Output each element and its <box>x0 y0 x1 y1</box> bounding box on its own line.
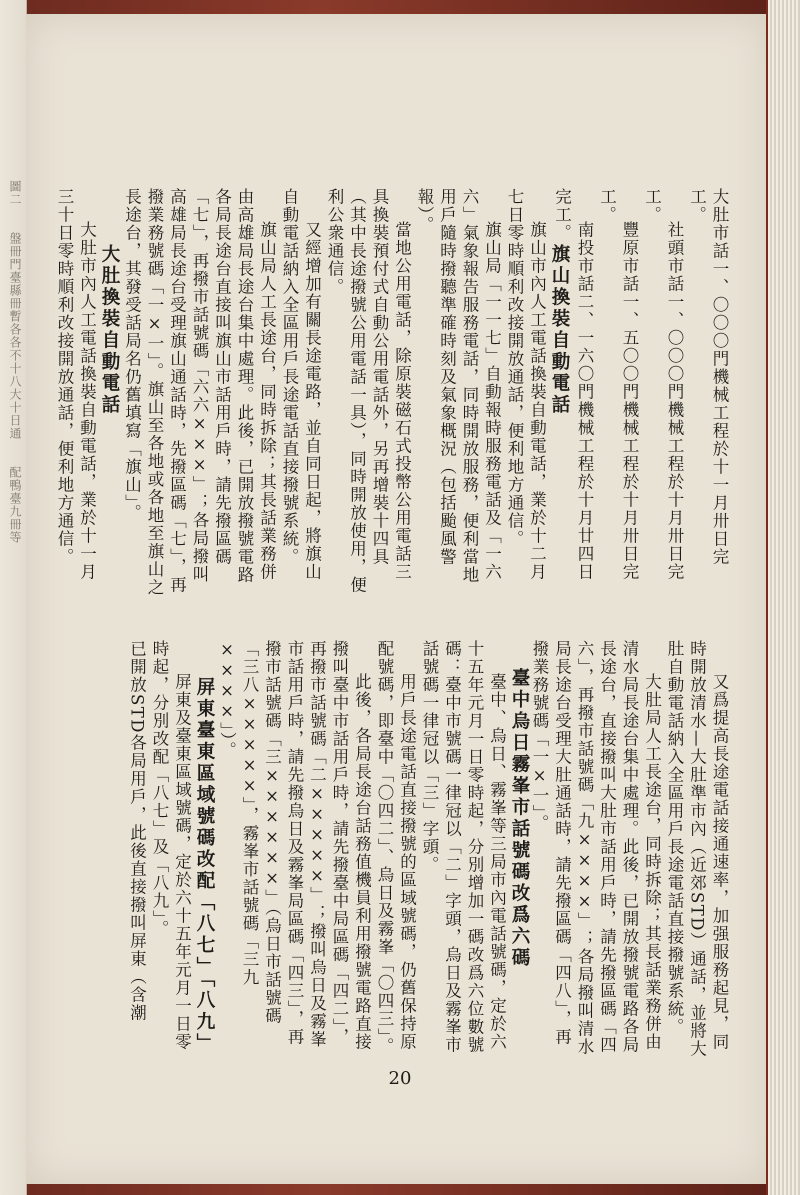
qishan-paragraph-1: 旗山市內人工電話換裝自動電話，業於十二月七日零時順利改接開放通話，便利地方通信。 <box>505 188 547 581</box>
taichung-paragraph-3: 此後，各局長途台話務值機員利用撥號電路直接撥叫臺中市話用戶時，請先撥臺中局區碼「四二」，再撥市話號碼「二×××××」；撥叫烏日及霧峯市話用戶時，請先撥烏日及霧峯局區碼「四三」，再撥市話號碼「三××××××」（烏日市話號碼「三八×××××」，霧峯市話號碼「三九××××」）。 <box>217 640 372 1051</box>
taitung-label: 臺東 <box>194 720 215 763</box>
qishan-paragraph-4: 又經增加有關長途電路，並自同日起，將旗山自動電話納入全區用戶長途電話直接撥號系統。 <box>280 188 322 581</box>
taichung-heading: 臺中烏日霧峯市話號碼改爲六碼 <box>509 667 530 969</box>
qishan-paragraph-3: 當地公用電話，除原裝磁石式投幣公用電話三具換裝預付式自動公用電話外，另再增裝十四具（其中長途撥號公用電話一具），同時開放使用，便利公衆通信。 <box>325 188 412 594</box>
area-code-label: 區域號碼改配 <box>194 763 215 892</box>
notice-dadu: 大肚市話一、〇〇〇門機械工程於十一月卅日完工。 <box>687 188 729 566</box>
qishan-paragraph-5: 旗山局人工長途台，同時拆除；其長話業務併由高雄局長途台集中處理。此後，已開放撥號電路各局長途台直接叫旗山市話用戶時，請先撥區碼「七」，再撥市話號碼「六六×××」；各局撥叫高雄局長途台受理旗山通話時，先撥區碼「七」，再撥業務號碼「一×一」。旗山至各地或各地至旗山之長途台，其發受話局名仍舊填寫「旗山」。 <box>122 188 277 597</box>
pingtung-paragraph-2: 已開放STD各局用戶，此後直接撥叫屏東（含潮 <box>127 640 147 1023</box>
dadu-paragraph: 大肚市內人工電話換裝自動電話，業於十一月三十日零時順利改接開放通話，便利地方通信。 <box>55 188 97 581</box>
dadu-continued-1: 又爲提高長途電話接通速率，加强服務起見，同時開放清水—大肚準市內（近郊STD）通話，並將大肚自動電話納入全區用戶長途電話直接撥號系統。 <box>665 640 729 1059</box>
pingtung-paragraph-1: 屏東及臺東區域號碼，定於六十五年元月一日零時起，分別改配「八七」及「八九」。 <box>150 640 192 1051</box>
notice-nantou: 南投市話二、一六〇門機械工程於十月廿四日完工。 <box>552 188 594 581</box>
taichung-article <box>100 640 530 1060</box>
page-stack-edge <box>766 0 800 1195</box>
qishan-paragraph-2: 旗山局「一一七」自動報時服務電話及「一六六」氣象報告服務電話，同時開放服務，便利當地用戶隨時撥聽準確時刻及氣象概況（包括颱風警報）。 <box>415 188 502 584</box>
dadu-continued-2: 大肚局人工長途台，同時拆除；其長話業務併由清水局長途台集中處理。此後，已開放撥號電路各局長途台，直接撥叫大肚市話用戶時，請先撥區碼「四六」，再撥市話號碼「九××××」；各局撥叫清水局長途台受理大肚通話時，請先撥區碼「四八」，再撥業務號碼「一×一」。 <box>530 640 662 1056</box>
notice-shetou: 社頭市話一、〇〇〇門機械工程於十月卅日完工。 <box>642 188 684 581</box>
taichung-paragraph-1: 臺中、烏日、霧峯等三局市內電話號碼，定於六十五年元月一日零時起，分別增加一碼改爲六位數號碼：臺中市號碼一律冠以「二」字頭，烏日及霧峯市話號碼一律冠以「三」字頭。 <box>420 640 507 1054</box>
qishan-heading: 旗山換裝自動電話 <box>549 243 570 416</box>
facing-page-text: 圖二 盤冊門臺縣冊暫各各不十八大十日通 配鴨臺九冊等 <box>8 180 22 570</box>
pingtung-label: 屏東 <box>194 677 215 720</box>
code-89: 「八九」 <box>194 978 215 1055</box>
dadu-heading: 大肚換裝自動電話 <box>99 243 120 416</box>
taichung-paragraph-2: 用戶長途電話直接撥號的區域號碼，仍舊保持原配號碼，即臺中「〇四二」、烏日及霧峯「〇四三」。 <box>375 640 417 1056</box>
dadu-continued <box>530 640 730 1060</box>
facing-page-edge <box>0 0 27 1195</box>
notice-fengyuan: 豐原市話一、五〇〇門機械工程於十月卅日完工。 <box>597 188 639 581</box>
section-divider <box>120 615 720 616</box>
code-87: 「八七」 <box>194 892 215 978</box>
qishan-article <box>55 188 570 598</box>
pingtung-taitung-heading <box>193 640 216 1060</box>
page-number: 20 <box>388 1068 412 1089</box>
